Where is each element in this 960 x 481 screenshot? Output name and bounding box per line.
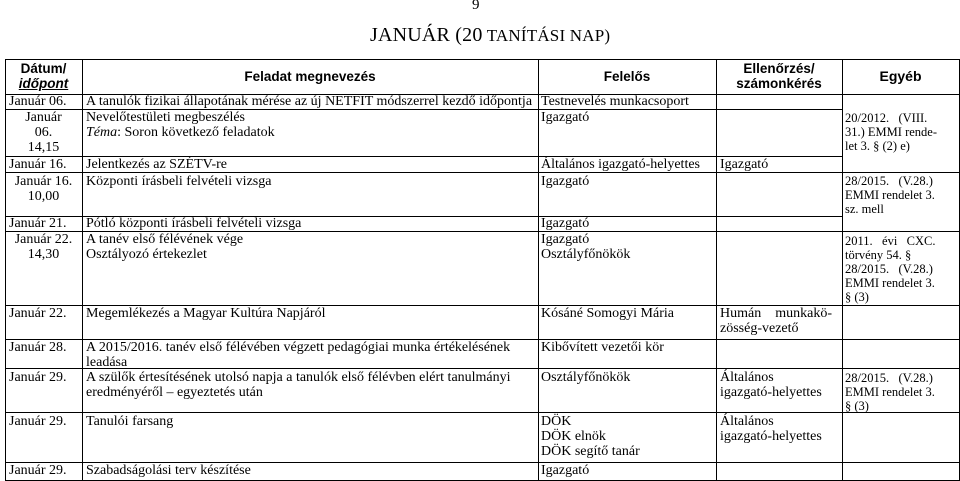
row10-control-line1: Általános: [720, 414, 774, 429]
row3-task: Jelentkezés az SZÉTV-re: [86, 157, 227, 172]
row7-task: Megemlékezés a Magyar Kultúra Napjáról: [86, 306, 326, 321]
row6-other-line1: 2011. évi CXC.: [845, 234, 936, 248]
row2-task-line1: Nevelőtestületi megbeszélés: [86, 110, 245, 125]
row6-date-line2: 14,30: [27, 247, 60, 262]
row10-control-line2: igazgató-helyettes: [720, 429, 822, 444]
row4-responsible: Igazgató: [541, 174, 590, 189]
row6-responsible: [541, 232, 630, 262]
row6-task-line2: Osztályozó értekezlet: [86, 247, 207, 262]
row9-other-line1: 28/2015. (V.28.): [845, 371, 933, 385]
row7-control-line2: zösség-vezető: [720, 321, 799, 336]
row4-other-line2: EMMI rendelet 3.: [845, 188, 935, 202]
row10-task: Tanulói farsang: [86, 414, 174, 429]
row2-topic-label: Téma: [86, 125, 118, 140]
row9-task-line2: eredményéről – egyeztetés után: [86, 385, 263, 400]
row4-date-line2: 10,00: [27, 189, 60, 204]
row7-date: Január 22.: [9, 306, 67, 321]
row5-date: Január 21.: [9, 216, 67, 231]
row8-task: [86, 340, 510, 370]
row2-task: [86, 110, 275, 140]
header-control-line1: Ellenőrzés/: [743, 61, 815, 76]
row2-responsible: Igazgató: [541, 110, 590, 125]
row6-other-line3: 28/2015. (V.28.): [845, 262, 933, 276]
header-date: [5, 61, 82, 91]
title-main: JANUÁR (20: [370, 24, 483, 46]
title-rest: TANÍTÁSI NAP): [482, 26, 611, 45]
row3-responsible: Általános igazgató-helyettes: [541, 157, 700, 172]
row4-other: [845, 174, 935, 216]
header-other: Egyéb: [879, 68, 922, 84]
row6-date-line1: Január 22.: [14, 232, 73, 247]
row10-responsible-line2: DÖK elnök: [541, 429, 606, 444]
row2-other-line1: 20/2012. (VIII.: [845, 111, 928, 125]
row7-control-line1: Humán munkakö-: [720, 306, 832, 321]
page-title: [370, 24, 610, 47]
row6-task: [86, 232, 243, 262]
row11-task: Szabadságolási terv készítése: [86, 463, 251, 478]
row6-other-line5: § (3): [845, 290, 869, 304]
row1-date: Január 06.: [9, 94, 67, 109]
row6-other-line2: törvény 54. §: [845, 248, 912, 262]
row5-task: Pótló központi írásbeli felvételi vizsga: [86, 216, 302, 231]
page-number: 9: [472, 0, 480, 13]
row6-task-line1: A tanév első félévének vége: [86, 232, 244, 247]
row2-date-line1: Január: [25, 110, 62, 125]
row10-responsible-line1: DÖK: [541, 414, 572, 429]
row9-control: [720, 370, 822, 400]
row6-other: [845, 234, 936, 304]
header-control-line2: számonkérés: [736, 76, 822, 91]
row1-task: A tanulók fizikai állapotának mérése az új NETFIT módszerrel kezdő időpontja: [86, 94, 533, 109]
row11-date: Január 29.: [9, 463, 67, 478]
row2-other-line2: 31.) EMMI rende-: [845, 125, 937, 139]
header-task: Feladat megnevezés: [244, 69, 376, 84]
row6-responsible-line1: Igazgató: [541, 232, 590, 247]
row5-responsible: Igazgató: [541, 216, 590, 231]
row8-task-line2: leadása: [86, 355, 128, 370]
row2-topic-text: : Soron következő feladatok: [117, 125, 275, 140]
row3-date: Január 16.: [9, 157, 67, 172]
row6-date: [5, 232, 82, 262]
row2-date: [5, 110, 82, 155]
row7-responsible: Kósáné Somogyi Mária: [541, 306, 674, 321]
row11-responsible: Igazgató: [541, 463, 590, 478]
header-control: [716, 61, 842, 91]
row8-date: Január 28.: [9, 340, 67, 355]
row2-date-line3: 14,15: [27, 140, 60, 155]
row1-responsible: Testnevelés munkacsoport: [541, 94, 689, 109]
row2-date-line2: 06.: [34, 125, 53, 140]
row2-other: [845, 111, 937, 153]
row7-control: [720, 306, 832, 336]
row4-date-line1: Január 16.: [14, 174, 73, 189]
row10-responsible-line3: DÖK segítő tanár: [541, 444, 640, 459]
header-date-line1: Dátum/: [20, 61, 67, 76]
row9-task: [86, 370, 511, 400]
row10-control: [720, 414, 822, 444]
row6-other-line4: EMMI rendelet 3.: [845, 276, 935, 290]
row2-task-line2: [86, 125, 275, 140]
row4-date: [5, 174, 82, 204]
row9-control-line2: igazgató-helyettes: [720, 385, 822, 400]
header-date-line2: időpont: [18, 76, 69, 91]
row10-date: Január 29.: [9, 414, 67, 429]
row8-task-line1: A 2015/2016. tanév első félévében végzett pedagógiai munka értékelésének: [86, 340, 511, 355]
row9-responsible: Osztályfőnökök: [541, 370, 631, 385]
row6-responsible-line2: Osztályfőnökök: [541, 247, 631, 262]
row2-other-line3: let 3. § (2) e): [845, 139, 910, 153]
row4-other-line3: sz. mell: [845, 202, 884, 216]
row9-other: [845, 371, 935, 413]
row4-other-line1: 28/2015. (V.28.): [845, 174, 933, 188]
row9-date: Január 29.: [9, 370, 67, 385]
row10-responsible: [541, 414, 640, 459]
row9-control-line1: Általános: [720, 370, 774, 385]
row3-control: Igazgató: [720, 157, 769, 172]
row9-other-line3: § (3): [845, 399, 869, 413]
row4-task: Központi írásbeli felvételi vizsga: [86, 174, 272, 189]
header-responsible: Felelős: [603, 69, 651, 84]
row9-other-line2: EMMI rendelet 3.: [845, 385, 935, 399]
row9-task-line1: A szülők értesítésének utolsó napja a tanulók első félévben elért tanulmányi: [86, 370, 511, 385]
row8-responsible: Kibővített vezetői kör: [541, 340, 664, 355]
